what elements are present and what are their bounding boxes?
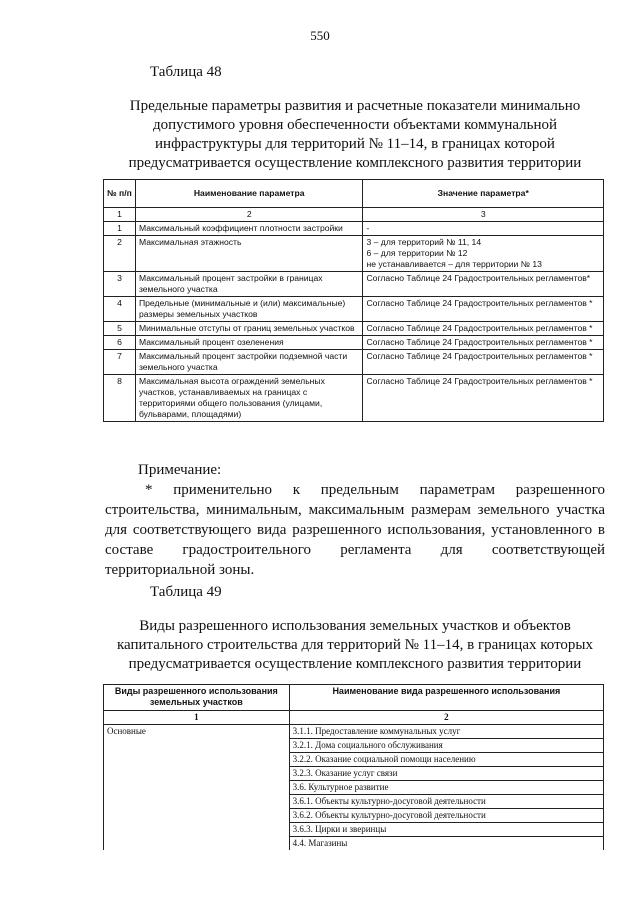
use-item: 3.2.2. Оказание социальной помощи населению	[289, 753, 603, 767]
header-use-name: Наименование вида разрешенного использования	[289, 685, 603, 711]
row-number: 1	[104, 222, 136, 236]
table-row	[104, 336, 604, 350]
header-use-types: Виды разрешенного использования земельных участков	[104, 685, 290, 711]
row-number: 3	[104, 272, 136, 297]
header-num-3: 3	[363, 208, 604, 222]
row-number: 2	[104, 236, 136, 272]
row-value: Согласно Таблице 24 Градостроительных регламентов*	[363, 272, 604, 297]
row-parameter: Максимальный процент озеленения	[135, 336, 363, 350]
row-number: 7	[104, 350, 136, 375]
row-value: Согласно Таблице 24 Градостроительных регламентов *	[363, 336, 604, 350]
row-number: 6	[104, 336, 136, 350]
table-row	[104, 725, 604, 739]
use-group: Основные	[104, 725, 290, 851]
row-parameter: Максимальный процент застройки в границах земельного участка	[135, 272, 363, 297]
page-number: 550	[310, 28, 330, 43]
row-number: 4	[104, 297, 136, 322]
row-value: 3 – для территорий № 11, 14 6 – для территории № 12 не устанавливается – для территории № 13	[363, 236, 604, 272]
table-row	[104, 375, 604, 422]
table-row	[104, 322, 604, 336]
row-parameter: Предельные (минимальные и (или) максимальные) размеры земельных участков	[135, 297, 363, 322]
row-value: Согласно Таблице 24 Градостроительных регламентов *	[363, 375, 604, 422]
row-parameter: Максимальный коэффициент плотности застройки	[135, 222, 363, 236]
table-48-label: Таблица 48	[150, 64, 222, 80]
header-num-1: 1	[104, 208, 136, 222]
table-49-label: Таблица 49	[150, 584, 222, 600]
table-row	[104, 297, 604, 322]
table-row	[104, 236, 604, 272]
row-value: -	[363, 222, 604, 236]
row-value: Согласно Таблице 24 Градостроительных регламентов *	[363, 322, 604, 336]
use-item: 3.1.1. Предоставление коммунальных услуг	[289, 725, 603, 739]
table-row	[104, 222, 604, 236]
table-row	[104, 350, 604, 375]
row-parameter: Максимальная этажность	[135, 236, 363, 272]
note-heading: Примечание:	[138, 462, 222, 478]
row-number: 8	[104, 375, 136, 422]
row-parameter: Минимальные отступы от границ земельных участков	[135, 322, 363, 336]
use-item: 3.6.3. Цирки и зверинцы	[289, 823, 603, 837]
table-48	[103, 179, 604, 422]
header-num-2: 2	[289, 711, 603, 725]
row-number: 5	[104, 322, 136, 336]
use-item: 3.2.3. Оказание услуг связи	[289, 767, 603, 781]
row-value: Согласно Таблице 24 Градостроительных регламентов *	[363, 350, 604, 375]
use-item: 3.6. Культурное развитие	[289, 781, 603, 795]
use-item: 4.4. Магазины	[289, 837, 603, 851]
header-value: Значение параметра*	[363, 180, 604, 208]
header-parameter: Наименование параметра	[135, 180, 363, 208]
use-item: 3.6.2. Объекты культурно-досуговой деятельности	[289, 809, 603, 823]
row-parameter: Максимальная высота ограждений земельных участков, устанавливаемых на границах с территориями общего пользования (улицами, бульварами, площадями)	[135, 375, 363, 422]
table-48-title: Предельные параметры развития и расчетные показатели минимально допустимого уровня обеспеченности объектами коммунальной инфраструктуры для территорий № 11–14, в границах которой предусматривается осуществление комплексного развития территории	[128, 98, 582, 171]
row-parameter: Максимальный процент застройки подземной части земельного участка	[135, 350, 363, 375]
use-item: 3.6.1. Объекты культурно-досуговой деятельности	[289, 795, 603, 809]
header-num-2: 2	[135, 208, 363, 222]
row-value: Согласно Таблице 24 Градостроительных регламентов *	[363, 297, 604, 322]
table-row	[104, 272, 604, 297]
header-number: № п/п	[104, 180, 136, 208]
note-text: * применительно к предельным параметрам разрешенного строительства, минимальным, максимальным размерам земельного участка для соответствующего вида разрешенного использования, установленного в составе градостроительного регламента для соответствующей территориальной зоны.	[105, 482, 605, 578]
use-item: 3.2.1. Дома социального обслуживания	[289, 739, 603, 753]
table-49	[103, 684, 604, 850]
table-49-title: Виды разрешенного использования земельных участков и объектов капитального строительства для территорий № 11–14, в границах которых предусматривается осуществление комплексного развития территории	[116, 618, 594, 672]
header-num-1: 1	[104, 711, 290, 725]
